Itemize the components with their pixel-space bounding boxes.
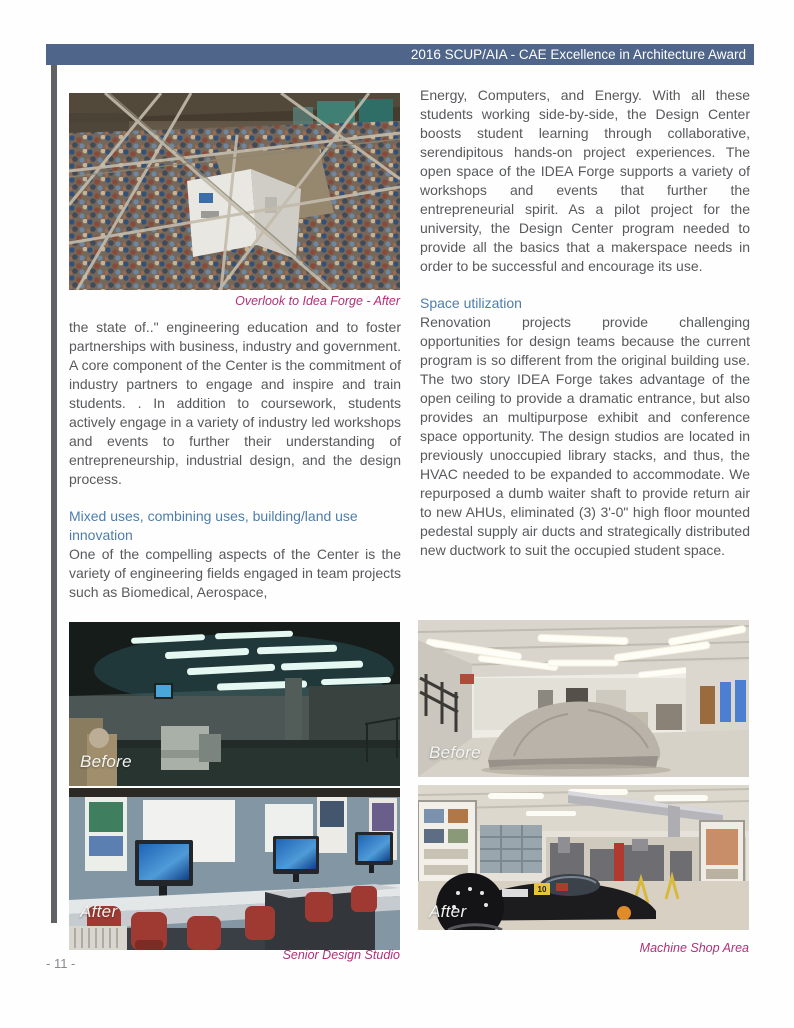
left-accent-rule bbox=[51, 44, 57, 923]
studio-after-illustration bbox=[69, 788, 400, 950]
shop-after-illustration bbox=[418, 785, 749, 930]
idea-forge-photo-illustration bbox=[69, 93, 400, 290]
idea-forge-overlook-photo bbox=[69, 93, 400, 290]
left-paragraph-2: One of the compelling aspects of the Center is the variety of engineering fields engaged in team projects such as Biomedical, Aerospace, bbox=[69, 546, 401, 600]
right-paragraph-2: Renovation projects provide challenging opportunities for design teams because the current program is so different from the original building use. The two story IDEA Forge takes advantage of the open ceiling to provide a dramatic entrance, but also provides an multipurpose exhibit and conference space opportunity. The design studios are located in previously unoccupied library stacks, and thus, the HVAC needed to be expanded to accommodate. We repurposed a dumb waiter shaft to provide return air to new AHUs, eliminated (3) 3'-0" high floor mounted pedestal supply air ducts and strategically distributed new ductwork to suit the occupied student space. bbox=[420, 314, 750, 558]
studio-before-label: Before bbox=[80, 752, 132, 771]
page-header-title: 2016 SCUP/AIA - CAE Excellence in Architecture Award bbox=[410, 47, 746, 62]
space-utilization-heading: Space utilization bbox=[420, 295, 522, 311]
left-text-column bbox=[69, 318, 401, 602]
page-number: - 11 - bbox=[46, 956, 76, 971]
shop-before-label: Before bbox=[429, 743, 481, 762]
studio-before-photo bbox=[69, 622, 400, 786]
left-paragraph-1: the state of.." engineering education and to foster partnerships with business, industry and government. A core component of the Center is the commitment of industry partners to engage and inspire and train students. . In addition to coursework, students actively engage in a variety of industry led workshops and events to further their understanding of entrepreneurship, industrial design, and the design process. bbox=[69, 319, 401, 487]
mixed-uses-heading: Mixed uses, combining uses, building/land use innovation bbox=[69, 508, 358, 543]
studio-after-label: After bbox=[80, 902, 118, 921]
shop-after-label: After bbox=[429, 902, 467, 921]
shop-after-photo bbox=[418, 785, 749, 930]
idea-forge-photo-caption: Overlook to Idea Forge - After bbox=[235, 294, 400, 308]
studio-caption: Senior Design Studio bbox=[282, 948, 400, 962]
right-paragraph-1: Energy, Computers, and Energy. With all these students working side-by-side, the Design Center boosts student learning through collaborative, serendipitous hands-on project experiences. The open space of the IDEA Forge supports a variety of workshops and events that further the entrepreneurial spirit. As a pilot project for the university, the Design Center program needed to provide all the basics that a makerspace needs in order to be successful and encourage its use. bbox=[420, 87, 750, 274]
shop-before-photo bbox=[418, 620, 749, 777]
page-header-band bbox=[46, 44, 754, 65]
shop-caption: Machine Shop Area bbox=[639, 941, 749, 955]
car-number-text: 10 bbox=[537, 885, 547, 894]
right-text-column bbox=[420, 86, 750, 560]
studio-after-photo bbox=[69, 788, 400, 950]
